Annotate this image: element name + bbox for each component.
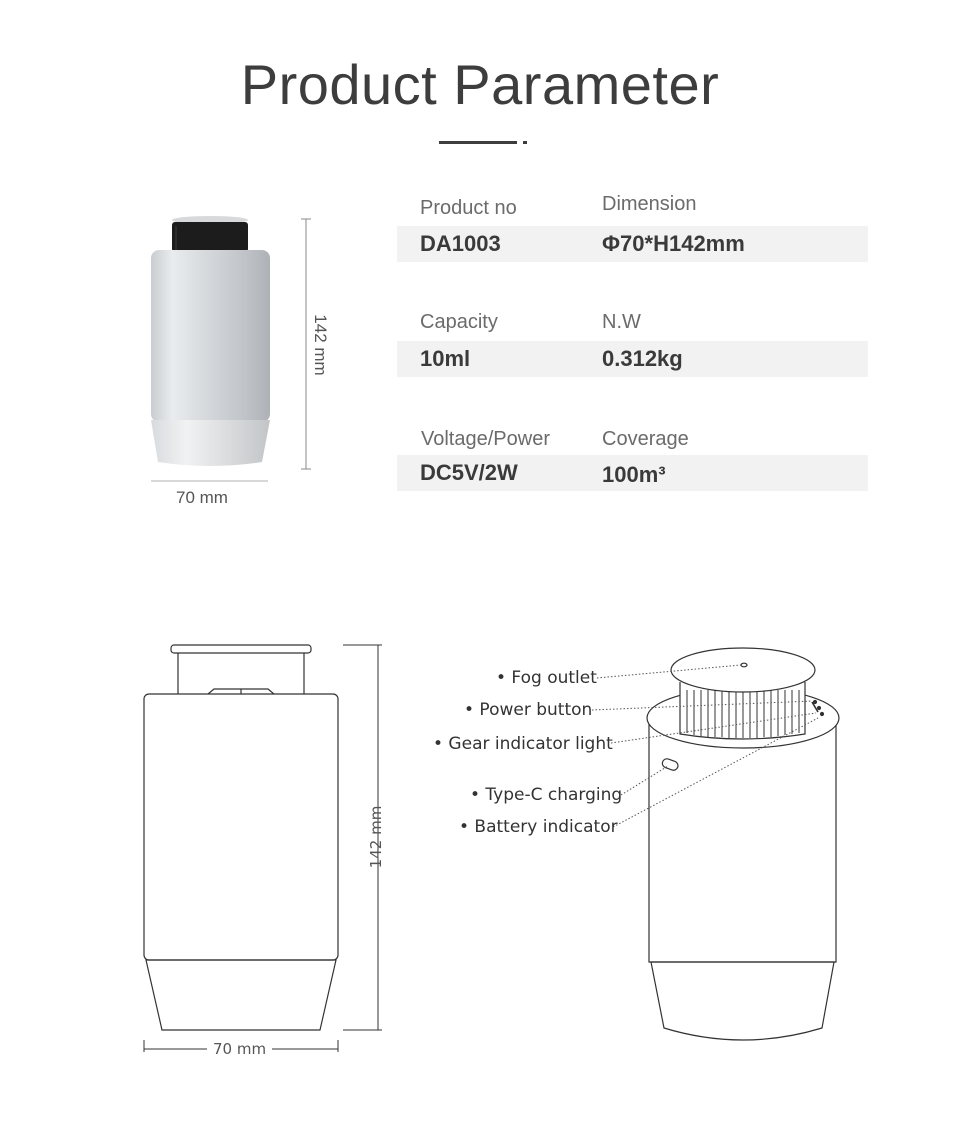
drawing-height-label: 142 mm bbox=[367, 805, 385, 869]
front-drawing bbox=[144, 645, 338, 1030]
param-value-voltage-power: DC5V/2W bbox=[420, 460, 518, 485]
param-label-nw: N.W bbox=[602, 311, 641, 333]
param-label-coverage: Coverage bbox=[602, 428, 689, 450]
callout-battery-indicator: • Battery indicator bbox=[459, 817, 618, 837]
param-label-dimension: Dimension bbox=[602, 193, 697, 215]
param-value-capacity: 10ml bbox=[420, 346, 471, 371]
page-title: Product Parameter bbox=[240, 53, 720, 116]
param-value-nw: 0.312kg bbox=[602, 346, 683, 371]
param-value-coverage: 100m³ bbox=[602, 462, 666, 487]
param-value-dimension: Φ70*H142mm bbox=[602, 231, 745, 256]
drawing-width-label: 70 mm bbox=[213, 1040, 267, 1058]
drawing-dimensions bbox=[144, 645, 382, 1052]
product-photo bbox=[151, 216, 270, 466]
param-value-product-no: DA1003 bbox=[420, 231, 501, 256]
param-label-capacity: Capacity bbox=[420, 311, 498, 333]
callout-gear-indicator: • Gear indicator light bbox=[433, 734, 613, 754]
photo-height-label: 142 mm bbox=[311, 314, 330, 376]
param-label-voltage-power: Voltage/Power bbox=[421, 428, 550, 450]
callout-type-c: • Type-C charging bbox=[470, 785, 623, 805]
callout-fog-outlet: • Fog outlet bbox=[496, 668, 597, 688]
perspective-drawing bbox=[647, 648, 839, 1040]
photo-width-label: 70 mm bbox=[176, 488, 228, 507]
callout-power-button: • Power button bbox=[464, 700, 593, 720]
param-label-product-no: Product no bbox=[420, 197, 517, 219]
